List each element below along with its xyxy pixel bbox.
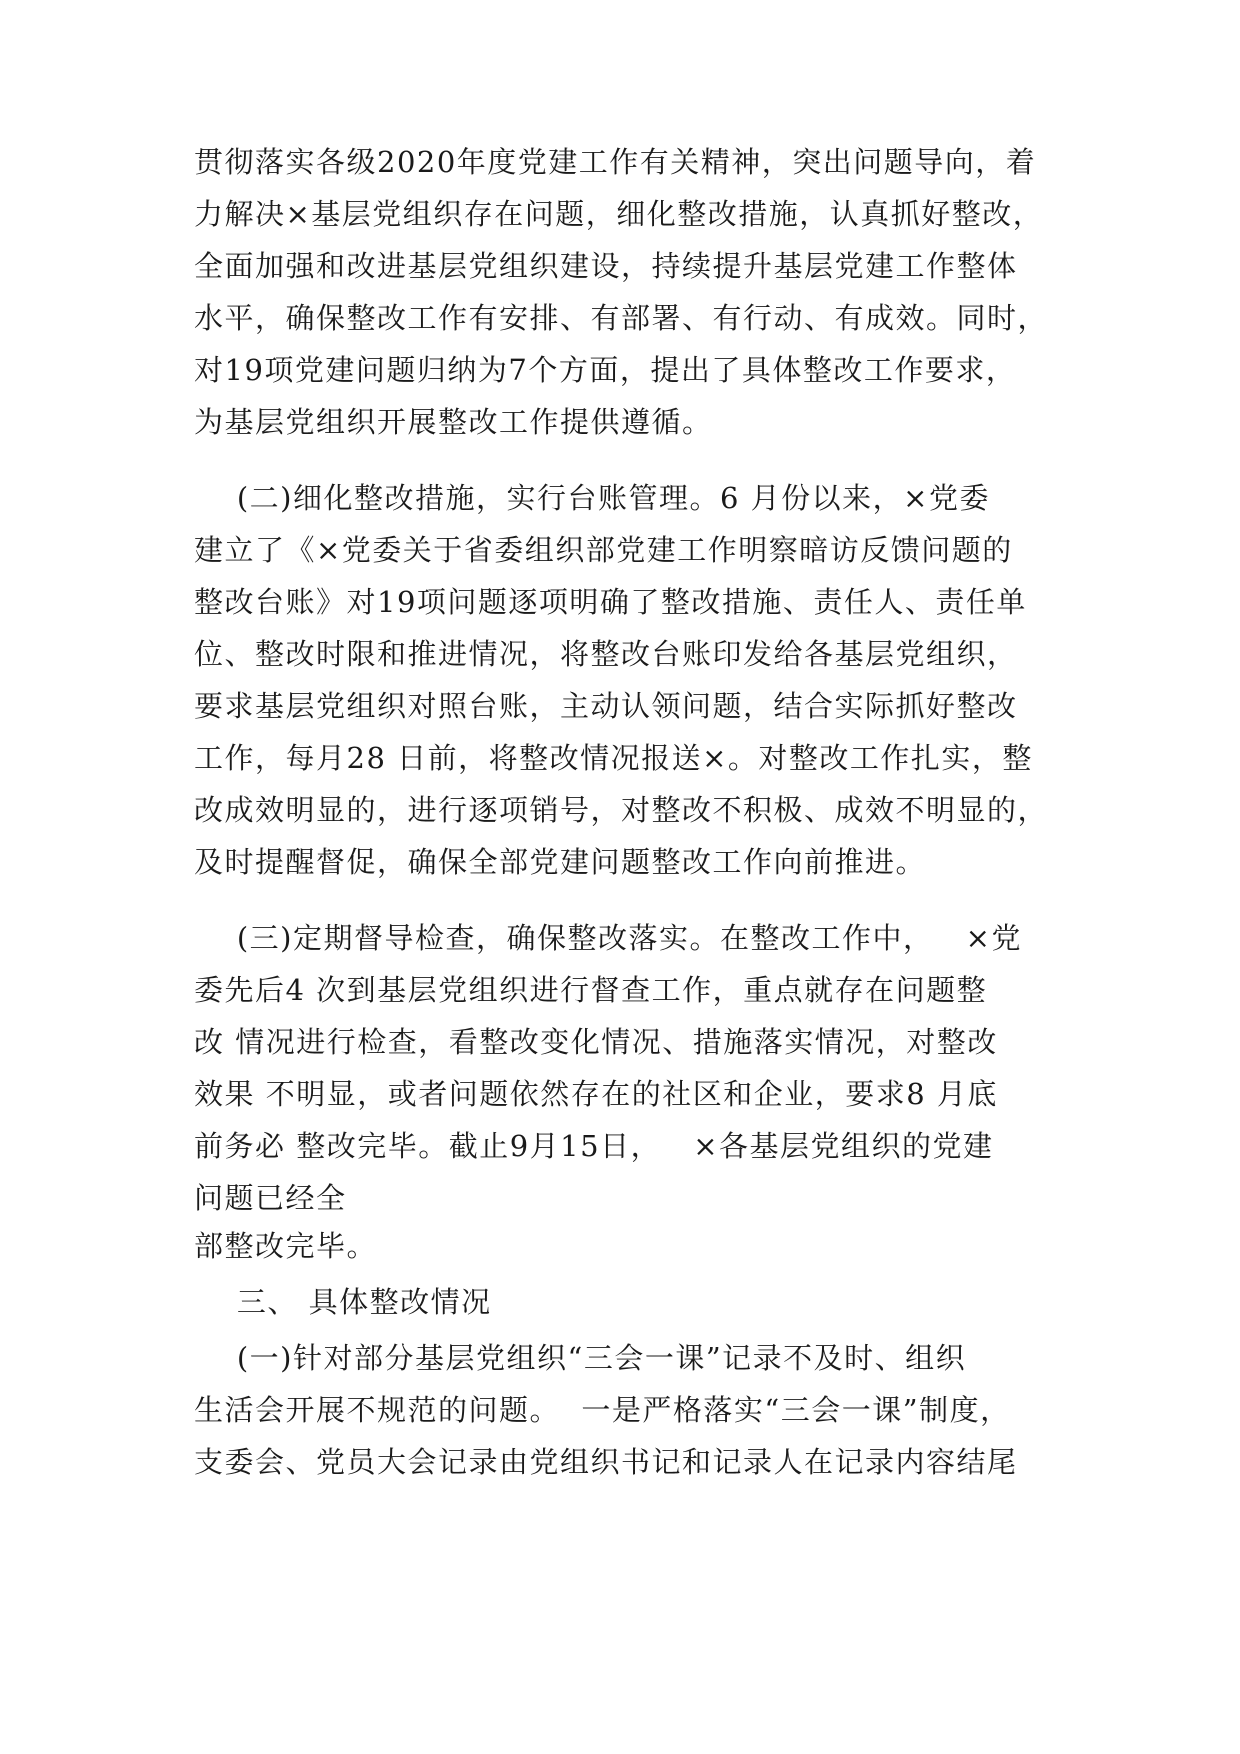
text-line-5: 对19项党建问题归纳为7个方面，提出了具体整改工作要求， bbox=[194, 353, 1017, 387]
text-line-13: 改成效明显的，进行逐项销号，对整改不积极、成效不明显的， bbox=[194, 793, 1049, 827]
text-line-10: 位、整改时限和推进情况，将整改台账印发给各基层党组织， bbox=[194, 637, 1018, 671]
text-line-4: 水平，确保整改工作有安排、有部署、有行动、有成效。同时， bbox=[194, 301, 1049, 335]
text-line-23: (一)针对部分基层党组织“三会一课”记录不及时、组织 bbox=[194, 1341, 967, 1375]
text-line-2: 力解决×基层党组织存在问题，细化整改措施，认真抓好整改， bbox=[194, 197, 1044, 231]
text-line-25: 支委会、党员大会记录由党组织书记和记录人在记录内容结尾 bbox=[194, 1445, 1018, 1479]
text-line-20: 问题已经全 bbox=[194, 1181, 347, 1215]
text-line-6: 为基层党组织开展整改工作提供遵循。 bbox=[194, 405, 713, 439]
text-line-18: 效果 不明显，或者问题依然存在的社区和企业，要求8 月底 bbox=[194, 1077, 998, 1111]
text-line-14: 及时提醒督促，确保全部党建问题整改工作向前推进。 bbox=[194, 845, 927, 879]
text-line-8: 建立了《×党委关于省委组织部党建工作明察暗访反馈问题的 bbox=[194, 533, 1013, 567]
text-line-1: 贯彻落实各级2020年度党建工作有关精神，突出问题导向，着 bbox=[194, 145, 1037, 179]
text-line-9: 整改台账》对19项问题逐项明确了整改措施、责任人、责任单 bbox=[194, 585, 1027, 619]
text-line-15: (三)定期督导检查，确保整改落实。在整改工作中， ×党 bbox=[194, 921, 1022, 955]
text-line-21: 部整改完毕。 bbox=[194, 1229, 378, 1263]
text-line-17: 改 情况进行检查，看整改变化情况、措施落实情况，对整改 bbox=[194, 1025, 998, 1059]
text-line-3: 全面加强和改进基层党组织建设，持续提升基层党建工作整体 bbox=[194, 249, 1018, 283]
text-line-24: 生活会开展不规范的问题。 一是严格落实“三会一课”制度， bbox=[194, 1393, 1011, 1427]
text-line-7: (二)细化整改措施，实行台账管理。6 月份以来，×党委 bbox=[194, 481, 990, 515]
text-line-16: 委先后4 次到基层党组织进行督查工作，重点就存在问题整 bbox=[194, 973, 988, 1007]
text-line-11: 要求基层党组织对照台账，主动认领问题，结合实际抓好整改 bbox=[194, 689, 1018, 723]
text-line-12: 工作，每月28 日前，将整改情况报送×。对整改工作扎实，整 bbox=[194, 741, 1033, 775]
section-heading: 三、 具体整改情况 bbox=[194, 1285, 492, 1319]
text-line-19: 前务必 整改完毕。截止9月15日， ×各基层党组织的党建 bbox=[194, 1129, 994, 1163]
